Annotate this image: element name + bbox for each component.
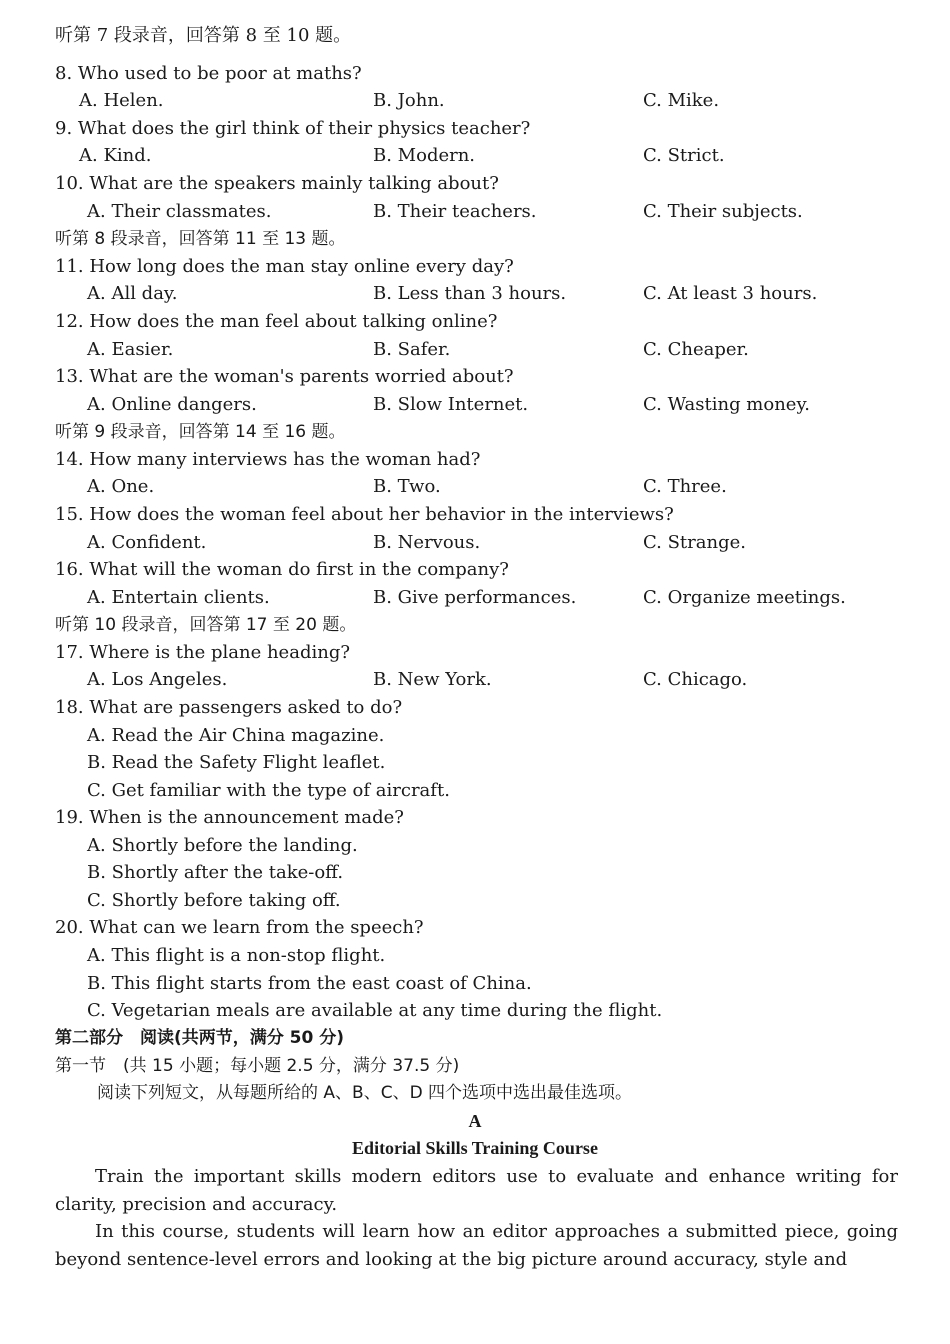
option-b: B. Less than 3 hours. [373, 283, 567, 304]
option-18-a: A. Read the Air China magazine. [87, 725, 385, 746]
option-19-c: C. Shortly before taking off. [87, 890, 341, 911]
question-12: 12. How does the man feel about talking online? [55, 311, 498, 332]
options-16 [87, 586, 887, 610]
option-20-b: B. This flight starts from the east coast of China. [87, 973, 532, 994]
option-c: C. Cheaper. [643, 339, 749, 360]
option-a: A. Helen. [79, 90, 164, 111]
paragraph-1: Train the important skills modern editors use to evaluate and enhance writing for clarity, precision and accuracy. [55, 1166, 898, 1215]
options-13 [87, 393, 887, 417]
question-19: 19. When is the announcement made? [55, 807, 404, 828]
options-15 [87, 531, 887, 555]
section-one-title: 第一节 (共 15 小题；每小题 2.5 分，满分 37.5 分) [55, 1056, 460, 1076]
option-b: B. Slow Internet. [373, 394, 529, 415]
option-c: C. Chicago. [643, 669, 748, 690]
option-a: A. Online dangers. [87, 394, 257, 415]
cut-off-line: 听第 7 段录音，回答第 8 至 10 题。 [55, 25, 352, 46]
option-c: C. Organize meetings. [643, 587, 846, 608]
option-a: A. One. [87, 476, 155, 497]
question-9: 9. What does the girl think of their physics teacher? [55, 118, 531, 139]
option-b: B. Safer. [373, 339, 451, 360]
option-b: B. Give performances. [373, 587, 577, 608]
question-8: 8. Who used to be poor at maths? [55, 63, 362, 84]
question-14: 14. How many interviews has the woman had? [55, 449, 481, 470]
options-10 [87, 200, 887, 224]
option-b: B. New York. [373, 669, 492, 690]
options-11 [87, 282, 887, 306]
instructions: 阅读下列短文，从每题所给的 A、B、C、D 四个选项中选出最佳选项。 [97, 1083, 633, 1103]
option-a: A. Los Angeles. [87, 669, 228, 690]
question-18: 18. What are passengers asked to do? [55, 697, 403, 718]
option-c: C. Mike. [643, 90, 720, 111]
option-a: A. Kind. [79, 145, 152, 166]
section-heading-10: 听第 10 段录音，回答第 17 至 20 题。 [55, 615, 357, 635]
option-20-c: C. Vegetarian meals are available at any time during the flight. [87, 1000, 663, 1021]
options-8 [79, 89, 879, 113]
options-9 [79, 144, 879, 168]
option-b: B. Their teachers. [373, 201, 537, 222]
option-20-a: A. This flight is a non-stop flight. [87, 945, 386, 966]
question-15: 15. How does the woman feel about her behavior in the interviews? [55, 504, 674, 525]
option-19-b: B. Shortly after the take-off. [87, 862, 344, 883]
option-c: C. Wasting money. [643, 394, 810, 415]
option-c: C. Strange. [643, 532, 746, 553]
option-b: B. Nervous. [373, 532, 481, 553]
option-b: B. Two. [373, 476, 441, 497]
option-b: B. Modern. [373, 145, 476, 166]
options-17 [87, 668, 887, 692]
option-18-c: C. Get familiar with the type of aircraft. [87, 780, 450, 801]
option-c: C. Three. [643, 476, 727, 497]
option-c: C. At least 3 hours. [643, 283, 818, 304]
option-a: A. Their classmates. [87, 201, 272, 222]
option-c: C. Their subjects. [643, 201, 803, 222]
option-18-b: B. Read the Safety Flight leaflet. [87, 752, 386, 773]
option-a: A. Entertain clients. [87, 587, 270, 608]
option-b: B. John. [373, 90, 445, 111]
question-17: 17. Where is the plane heading? [55, 642, 350, 663]
options-14 [87, 475, 887, 499]
passage-letter: A [468, 1111, 482, 1131]
passage-heading: Editorial Skills Training Course [352, 1138, 598, 1158]
option-c: C. Strict. [643, 145, 725, 166]
section-heading-8: 听第 8 段录音，回答第 11 至 13 题。 [55, 229, 346, 249]
option-a: A. All day. [87, 283, 178, 304]
section-heading-9: 听第 9 段录音，回答第 14 至 16 题。 [55, 422, 346, 442]
options-12 [87, 338, 887, 362]
paragraph-2: In this course, students will learn how an editor approaches a submitted piece, going beyond sentence-level errors and looking at the big picture around accuracy, style and [55, 1221, 898, 1270]
part-two-title: 第二部分 阅读(共两节，满分 50 分) [55, 1028, 345, 1048]
option-a: A. Confident. [87, 532, 207, 553]
question-13: 13. What are the woman's parents worried about? [55, 366, 514, 387]
question-11: 11. How long does the man stay online every day? [55, 256, 514, 277]
option-19-a: A. Shortly before the landing. [87, 835, 358, 856]
option-a: A. Easier. [87, 339, 174, 360]
question-10: 10. What are the speakers mainly talking about? [55, 173, 499, 194]
question-20: 20. What can we learn from the speech? [55, 917, 424, 938]
question-16: 16. What will the woman do first in the company? [55, 559, 509, 580]
